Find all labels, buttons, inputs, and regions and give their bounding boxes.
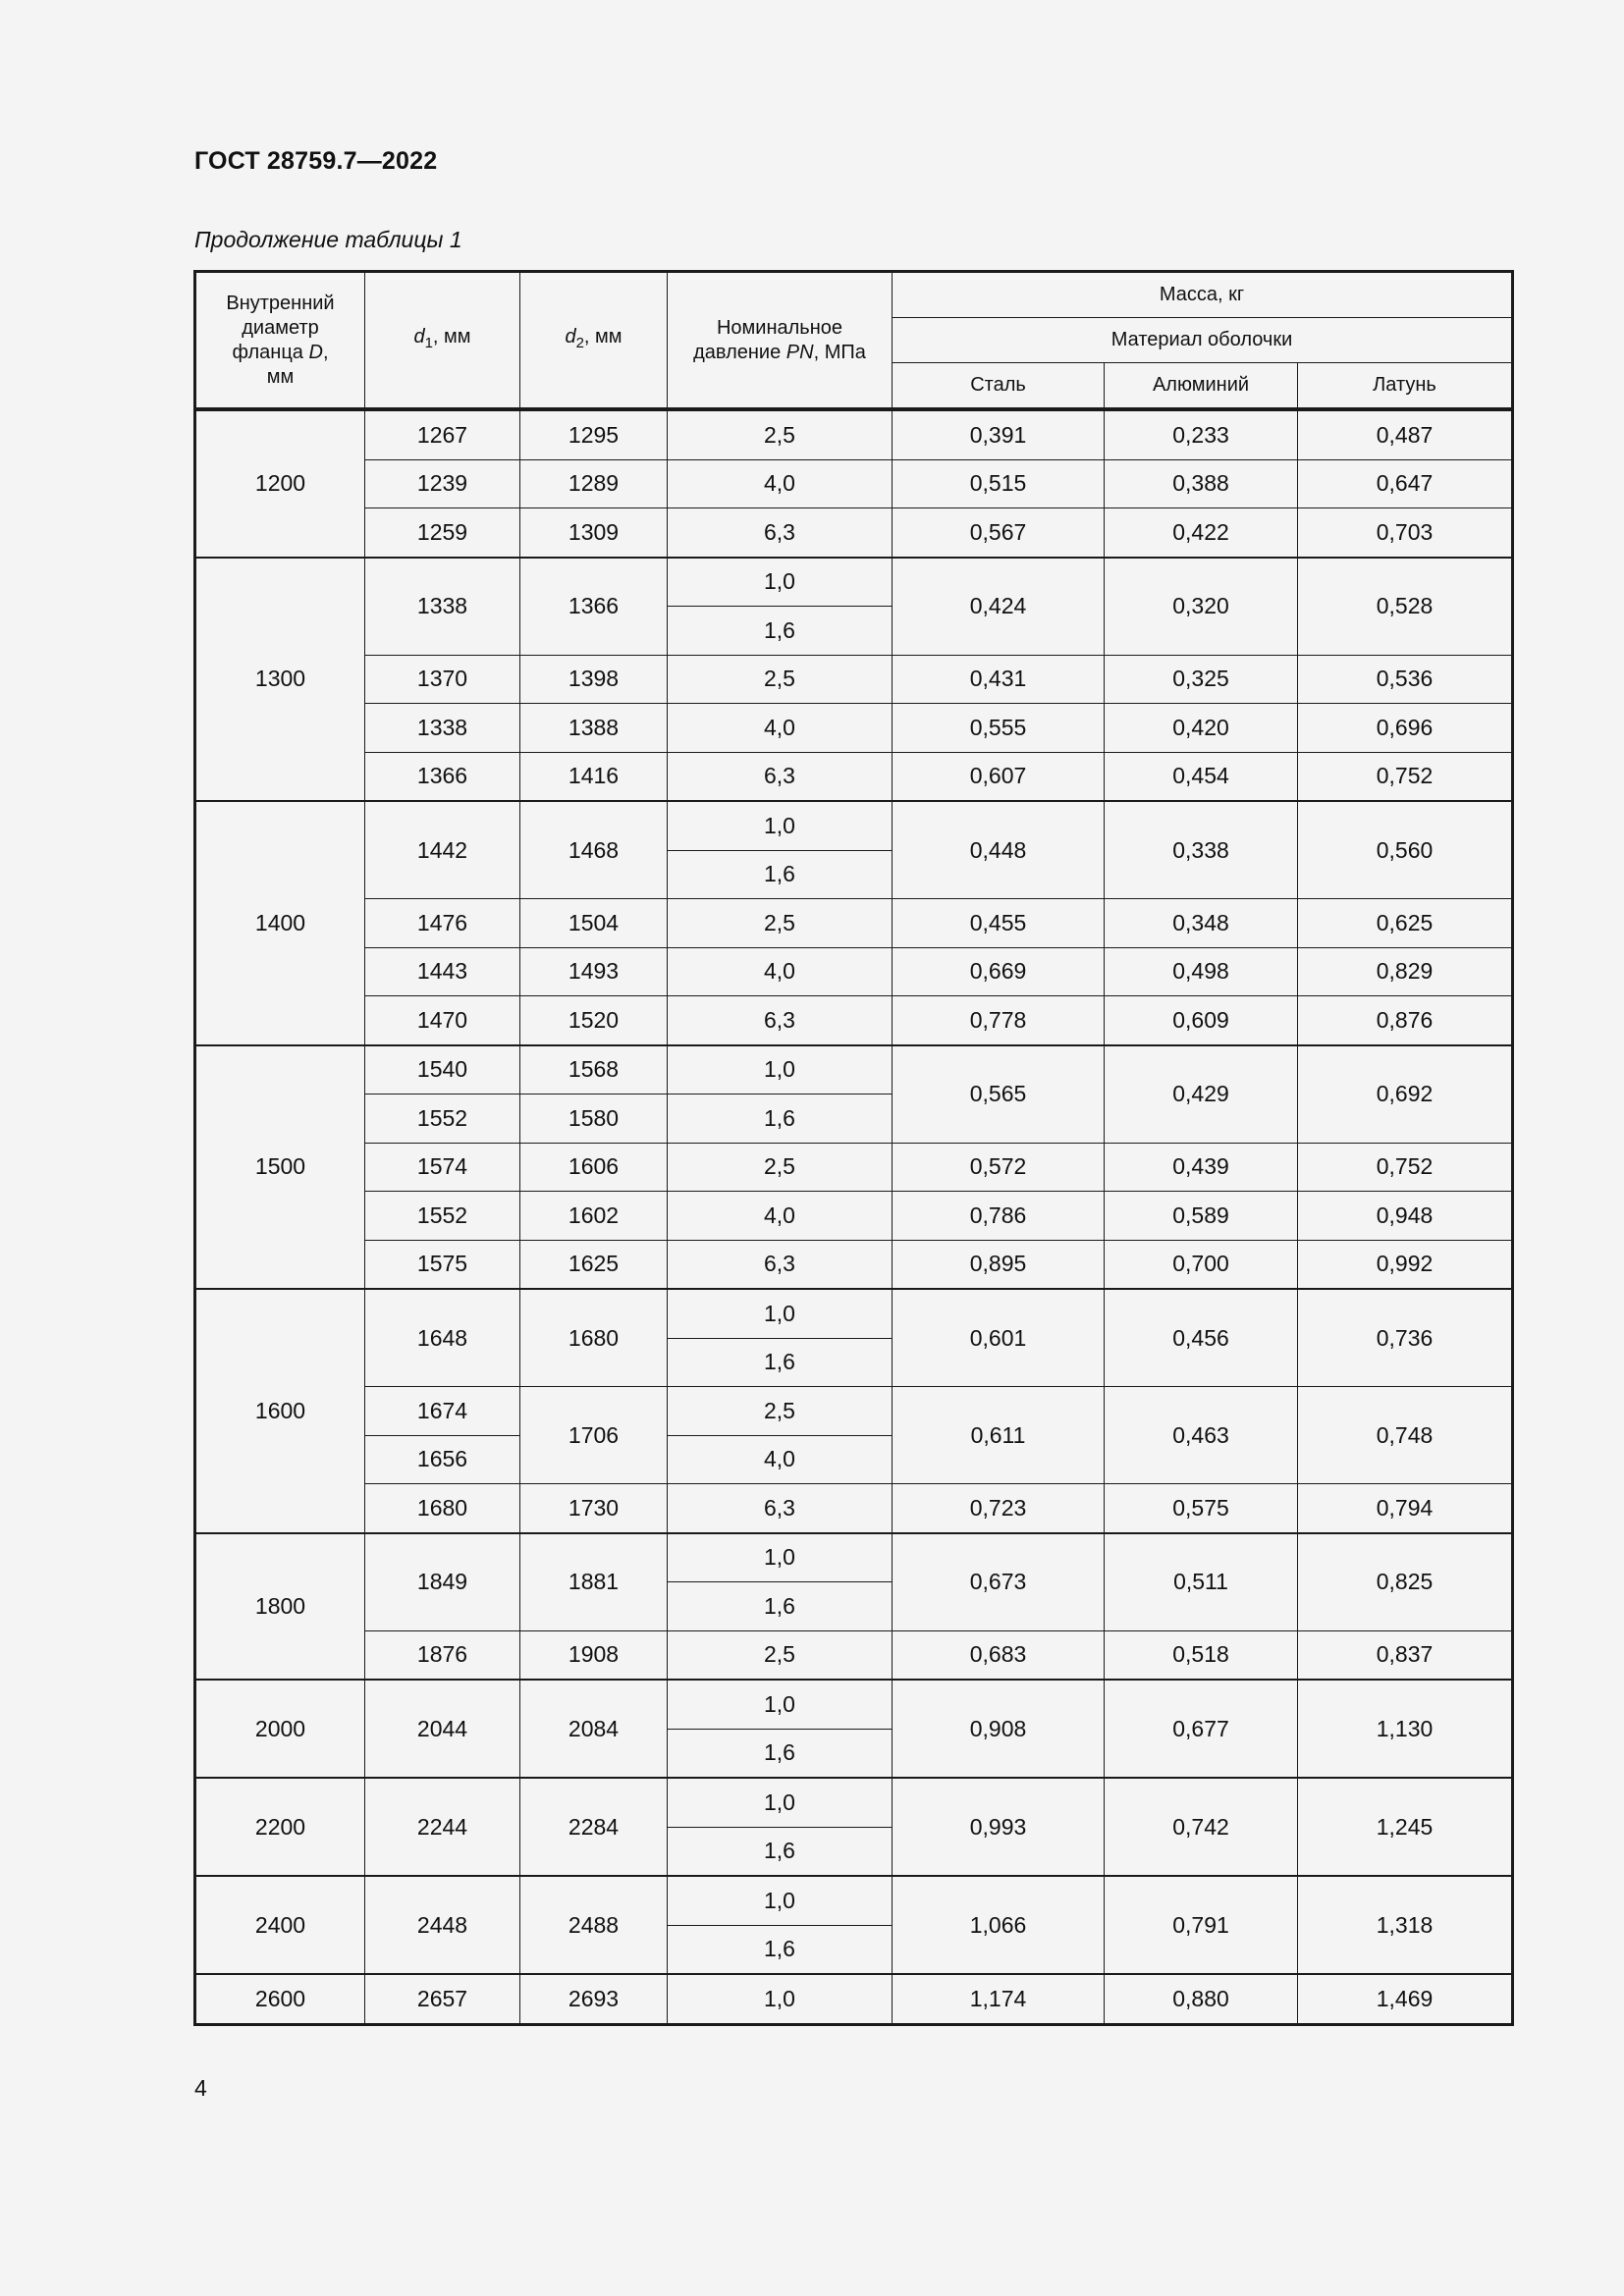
cell-pressure: 6,3 bbox=[668, 1484, 893, 1533]
cell-mass-brass: 0,625 bbox=[1298, 899, 1513, 948]
cell-pressure: 4,0 bbox=[668, 459, 893, 508]
cell-pressure: 2,5 bbox=[668, 1143, 893, 1192]
cell-d2: 1580 bbox=[520, 1095, 668, 1144]
cell-d1: 1443 bbox=[365, 947, 520, 996]
table-row bbox=[195, 899, 1513, 948]
cell-d1: 1442 bbox=[365, 801, 520, 899]
cell-pressure: 6,3 bbox=[668, 1240, 893, 1289]
cell-d2: 1680 bbox=[520, 1289, 668, 1387]
cell-pressure: 1,6 bbox=[668, 1925, 893, 1974]
cell-d1: 1366 bbox=[365, 752, 520, 801]
cell-mass-brass: 0,487 bbox=[1298, 409, 1513, 459]
cell-diameter: 2600 bbox=[195, 1974, 365, 2024]
header-d2: $d_2$, мм bbox=[520, 272, 668, 410]
cell-mass-aluminium: 0,677 bbox=[1105, 1680, 1298, 1778]
cell-d1: 1259 bbox=[365, 508, 520, 558]
cell-d1: 1656 bbox=[365, 1435, 520, 1484]
cell-d2: 1606 bbox=[520, 1143, 668, 1192]
cell-mass-steel: 0,555 bbox=[893, 704, 1105, 753]
cell-mass-brass: 0,825 bbox=[1298, 1533, 1513, 1631]
cell-mass-brass: 0,752 bbox=[1298, 1143, 1513, 1192]
table-row bbox=[195, 801, 1513, 850]
cell-diameter: 1500 bbox=[195, 1045, 365, 1290]
cell-mass-steel: 0,611 bbox=[893, 1387, 1105, 1484]
cell-mass-brass: 1,245 bbox=[1298, 1778, 1513, 1876]
cell-pressure: 1,0 bbox=[668, 1045, 893, 1095]
cell-pressure: 1,0 bbox=[668, 1778, 893, 1827]
cell-mass-steel: 1,066 bbox=[893, 1876, 1105, 1974]
cell-mass-steel: 0,391 bbox=[893, 409, 1105, 459]
cell-mass-steel: 0,565 bbox=[893, 1045, 1105, 1144]
cell-diameter: 2400 bbox=[195, 1876, 365, 1974]
cell-mass-aluminium: 0,575 bbox=[1105, 1484, 1298, 1533]
cell-d2: 1493 bbox=[520, 947, 668, 996]
cell-mass-aluminium: 0,589 bbox=[1105, 1192, 1298, 1241]
table-row bbox=[195, 1143, 1513, 1192]
cell-diameter: 1600 bbox=[195, 1289, 365, 1533]
cell-mass-steel: 0,455 bbox=[893, 899, 1105, 948]
cell-mass-aluminium: 0,388 bbox=[1105, 459, 1298, 508]
cell-mass-brass: 0,992 bbox=[1298, 1240, 1513, 1289]
cell-mass-brass: 0,829 bbox=[1298, 947, 1513, 996]
cell-pressure: 2,5 bbox=[668, 1387, 893, 1436]
cell-mass-brass: 0,560 bbox=[1298, 801, 1513, 899]
cell-diameter: 2000 bbox=[195, 1680, 365, 1778]
cell-d1: 1267 bbox=[365, 409, 520, 459]
cell-mass-steel: 0,993 bbox=[893, 1778, 1105, 1876]
table-row bbox=[195, 1630, 1513, 1680]
cell-pressure: 6,3 bbox=[668, 752, 893, 801]
cell-d1: 1239 bbox=[365, 459, 520, 508]
cell-pressure: 6,3 bbox=[668, 996, 893, 1045]
cell-mass-aluminium: 0,456 bbox=[1105, 1289, 1298, 1387]
cell-mass-brass: 1,130 bbox=[1298, 1680, 1513, 1778]
cell-d2: 1295 bbox=[520, 409, 668, 459]
cell-mass-aluminium: 0,320 bbox=[1105, 558, 1298, 656]
cell-d1: 1552 bbox=[365, 1095, 520, 1144]
cell-mass-brass: 0,752 bbox=[1298, 752, 1513, 801]
cell-mass-aluminium: 0,700 bbox=[1105, 1240, 1298, 1289]
cell-mass-brass: 0,736 bbox=[1298, 1289, 1513, 1387]
cell-d2: 1366 bbox=[520, 558, 668, 656]
cell-mass-steel: 0,431 bbox=[893, 655, 1105, 704]
cell-d2: 1520 bbox=[520, 996, 668, 1045]
cell-mass-steel: 0,607 bbox=[893, 752, 1105, 801]
cell-mass-brass: 0,876 bbox=[1298, 996, 1513, 1045]
cell-mass-aluminium: 0,463 bbox=[1105, 1387, 1298, 1484]
cell-d2: 1416 bbox=[520, 752, 668, 801]
cell-mass-steel: 0,908 bbox=[893, 1680, 1105, 1778]
cell-d2: 1881 bbox=[520, 1533, 668, 1631]
cell-d2: 1602 bbox=[520, 1192, 668, 1241]
cell-pressure: 1,0 bbox=[668, 1289, 893, 1338]
cell-pressure: 4,0 bbox=[668, 1192, 893, 1241]
cell-mass-aluminium: 0,880 bbox=[1105, 1974, 1298, 2024]
cell-pressure: 1,0 bbox=[668, 1876, 893, 1925]
cell-mass-brass: 0,703 bbox=[1298, 508, 1513, 558]
cell-d2: 1706 bbox=[520, 1387, 668, 1484]
cell-mass-aluminium: 0,420 bbox=[1105, 704, 1298, 753]
cell-pressure: 1,0 bbox=[668, 1680, 893, 1729]
table-row bbox=[195, 1387, 1513, 1436]
page-number: 4 bbox=[194, 2075, 207, 2101]
cell-d2: 1568 bbox=[520, 1045, 668, 1095]
cell-mass-steel: 0,895 bbox=[893, 1240, 1105, 1289]
cell-d1: 1552 bbox=[365, 1192, 520, 1241]
table-row bbox=[195, 558, 1513, 607]
cell-d2: 1398 bbox=[520, 655, 668, 704]
cell-mass-steel: 0,669 bbox=[893, 947, 1105, 996]
cell-mass-steel: 0,448 bbox=[893, 801, 1105, 899]
header-nominal-pressure: Номинальное давление PN, МПа bbox=[668, 272, 893, 410]
header-inner-diameter: Внутренний диаметр фланца D, мм bbox=[195, 272, 365, 410]
cell-mass-aluminium: 0,348 bbox=[1105, 899, 1298, 948]
cell-d2: 1730 bbox=[520, 1484, 668, 1533]
table-row bbox=[195, 704, 1513, 753]
cell-d2: 1504 bbox=[520, 899, 668, 948]
cell-mass-brass: 1,318 bbox=[1298, 1876, 1513, 1974]
cell-d1: 1540 bbox=[365, 1045, 520, 1095]
cell-d2: 2084 bbox=[520, 1680, 668, 1778]
cell-mass-brass: 0,948 bbox=[1298, 1192, 1513, 1241]
cell-d1: 1849 bbox=[365, 1533, 520, 1631]
cell-d2: 1468 bbox=[520, 801, 668, 899]
cell-d1: 1575 bbox=[365, 1240, 520, 1289]
cell-mass-steel: 0,601 bbox=[893, 1289, 1105, 1387]
cell-d2: 1388 bbox=[520, 704, 668, 753]
cell-mass-steel: 0,567 bbox=[893, 508, 1105, 558]
table-row bbox=[195, 752, 1513, 801]
cell-pressure: 2,5 bbox=[668, 655, 893, 704]
cell-pressure: 4,0 bbox=[668, 704, 893, 753]
table-row bbox=[195, 947, 1513, 996]
cell-pressure: 1,6 bbox=[668, 850, 893, 899]
specification-table bbox=[193, 270, 1514, 2026]
cell-mass-aluminium: 0,518 bbox=[1105, 1630, 1298, 1680]
cell-mass-steel: 0,424 bbox=[893, 558, 1105, 656]
cell-pressure: 1,6 bbox=[668, 1827, 893, 1876]
cell-pressure: 1,6 bbox=[668, 1729, 893, 1778]
cell-mass-brass: 1,469 bbox=[1298, 1974, 1513, 2024]
cell-pressure: 2,5 bbox=[668, 899, 893, 948]
cell-mass-brass: 0,748 bbox=[1298, 1387, 1513, 1484]
table-row bbox=[195, 1045, 1513, 1095]
cell-mass-steel: 0,778 bbox=[893, 996, 1105, 1045]
cell-diameter: 1400 bbox=[195, 801, 365, 1045]
table-row bbox=[195, 996, 1513, 1045]
cell-mass-brass: 0,696 bbox=[1298, 704, 1513, 753]
table-row bbox=[195, 1289, 1513, 1338]
table-row bbox=[195, 1240, 1513, 1289]
cell-mass-aluminium: 0,742 bbox=[1105, 1778, 1298, 1876]
cell-mass-brass: 0,647 bbox=[1298, 459, 1513, 508]
cell-mass-steel: 1,174 bbox=[893, 1974, 1105, 2024]
cell-mass-steel: 0,673 bbox=[893, 1533, 1105, 1631]
cell-diameter: 1800 bbox=[195, 1533, 365, 1681]
cell-pressure: 1,0 bbox=[668, 1533, 893, 1582]
cell-d1: 2044 bbox=[365, 1680, 520, 1778]
header-material-steel: Сталь bbox=[893, 363, 1105, 410]
table-row bbox=[195, 1192, 1513, 1241]
cell-mass-aluminium: 0,338 bbox=[1105, 801, 1298, 899]
cell-mass-aluminium: 0,439 bbox=[1105, 1143, 1298, 1192]
cell-mass-brass: 0,536 bbox=[1298, 655, 1513, 704]
cell-d1: 1674 bbox=[365, 1387, 520, 1436]
cell-diameter: 1200 bbox=[195, 409, 365, 558]
cell-mass-aluminium: 0,498 bbox=[1105, 947, 1298, 996]
cell-pressure: 1,6 bbox=[668, 1582, 893, 1631]
table-row bbox=[195, 508, 1513, 558]
header-mass: Масса, кг bbox=[893, 272, 1513, 318]
cell-d2: 1309 bbox=[520, 508, 668, 558]
cell-mass-steel: 0,786 bbox=[893, 1192, 1105, 1241]
cell-d2: 2284 bbox=[520, 1778, 668, 1876]
cell-mass-aluminium: 0,233 bbox=[1105, 409, 1298, 459]
cell-d2: 2488 bbox=[520, 1876, 668, 1974]
table-row bbox=[195, 1974, 1513, 2024]
table-row bbox=[195, 1533, 1513, 1582]
cell-pressure: 1,6 bbox=[668, 607, 893, 656]
cell-d1: 2448 bbox=[365, 1876, 520, 1974]
table-row bbox=[195, 459, 1513, 508]
cell-mass-steel: 0,572 bbox=[893, 1143, 1105, 1192]
cell-mass-brass: 0,794 bbox=[1298, 1484, 1513, 1533]
cell-mass-aluminium: 0,429 bbox=[1105, 1045, 1298, 1144]
document-code: ГОСТ 28759.7—2022 bbox=[194, 147, 438, 175]
cell-pressure: 1,0 bbox=[668, 1974, 893, 2024]
cell-mass-aluminium: 0,422 bbox=[1105, 508, 1298, 558]
cell-pressure: 1,0 bbox=[668, 801, 893, 850]
cell-d1: 1338 bbox=[365, 704, 520, 753]
cell-mass-steel: 0,515 bbox=[893, 459, 1105, 508]
cell-mass-brass: 0,692 bbox=[1298, 1045, 1513, 1144]
cell-d1: 1370 bbox=[365, 655, 520, 704]
header-material-aluminium: Алюминий bbox=[1105, 363, 1298, 410]
cell-pressure: 4,0 bbox=[668, 947, 893, 996]
cell-d1: 1470 bbox=[365, 996, 520, 1045]
cell-mass-aluminium: 0,454 bbox=[1105, 752, 1298, 801]
cell-d1: 2244 bbox=[365, 1778, 520, 1876]
cell-mass-brass: 0,528 bbox=[1298, 558, 1513, 656]
cell-pressure: 6,3 bbox=[668, 508, 893, 558]
cell-mass-aluminium: 0,325 bbox=[1105, 655, 1298, 704]
cell-d1: 1680 bbox=[365, 1484, 520, 1533]
cell-d1: 1476 bbox=[365, 899, 520, 948]
cell-d1: 1574 bbox=[365, 1143, 520, 1192]
cell-diameter: 2200 bbox=[195, 1778, 365, 1876]
table-row bbox=[195, 409, 1513, 459]
cell-d2: 1908 bbox=[520, 1630, 668, 1680]
cell-pressure: 1,0 bbox=[668, 558, 893, 607]
cell-mass-aluminium: 0,511 bbox=[1105, 1533, 1298, 1631]
cell-d1: 2657 bbox=[365, 1974, 520, 2024]
cell-mass-steel: 0,723 bbox=[893, 1484, 1105, 1533]
cell-d2: 1289 bbox=[520, 459, 668, 508]
table-row bbox=[195, 655, 1513, 704]
cell-d1: 1338 bbox=[365, 558, 520, 656]
cell-pressure: 2,5 bbox=[668, 1630, 893, 1680]
cell-d1: 1648 bbox=[365, 1289, 520, 1387]
cell-d2: 1625 bbox=[520, 1240, 668, 1289]
cell-mass-steel: 0,683 bbox=[893, 1630, 1105, 1680]
cell-mass-aluminium: 0,791 bbox=[1105, 1876, 1298, 1974]
cell-diameter: 1300 bbox=[195, 558, 365, 802]
cell-d1: 1876 bbox=[365, 1630, 520, 1680]
cell-mass-aluminium: 0,609 bbox=[1105, 996, 1298, 1045]
cell-pressure: 1,6 bbox=[668, 1095, 893, 1144]
table-row bbox=[195, 1484, 1513, 1533]
table-row bbox=[195, 1876, 1513, 1925]
cell-pressure: 1,6 bbox=[668, 1338, 893, 1387]
cell-pressure: 4,0 bbox=[668, 1435, 893, 1484]
table-row bbox=[195, 1680, 1513, 1729]
header-d1: $d_1$, мм bbox=[365, 272, 520, 410]
cell-mass-brass: 0,837 bbox=[1298, 1630, 1513, 1680]
header-material: Материал оболочки bbox=[893, 318, 1513, 363]
header-material-brass: Латунь bbox=[1298, 363, 1513, 410]
table-row bbox=[195, 1778, 1513, 1827]
cell-d2: 2693 bbox=[520, 1974, 668, 2024]
cell-pressure: 2,5 bbox=[668, 409, 893, 459]
table-caption: Продолжение таблицы 1 bbox=[194, 227, 462, 252]
